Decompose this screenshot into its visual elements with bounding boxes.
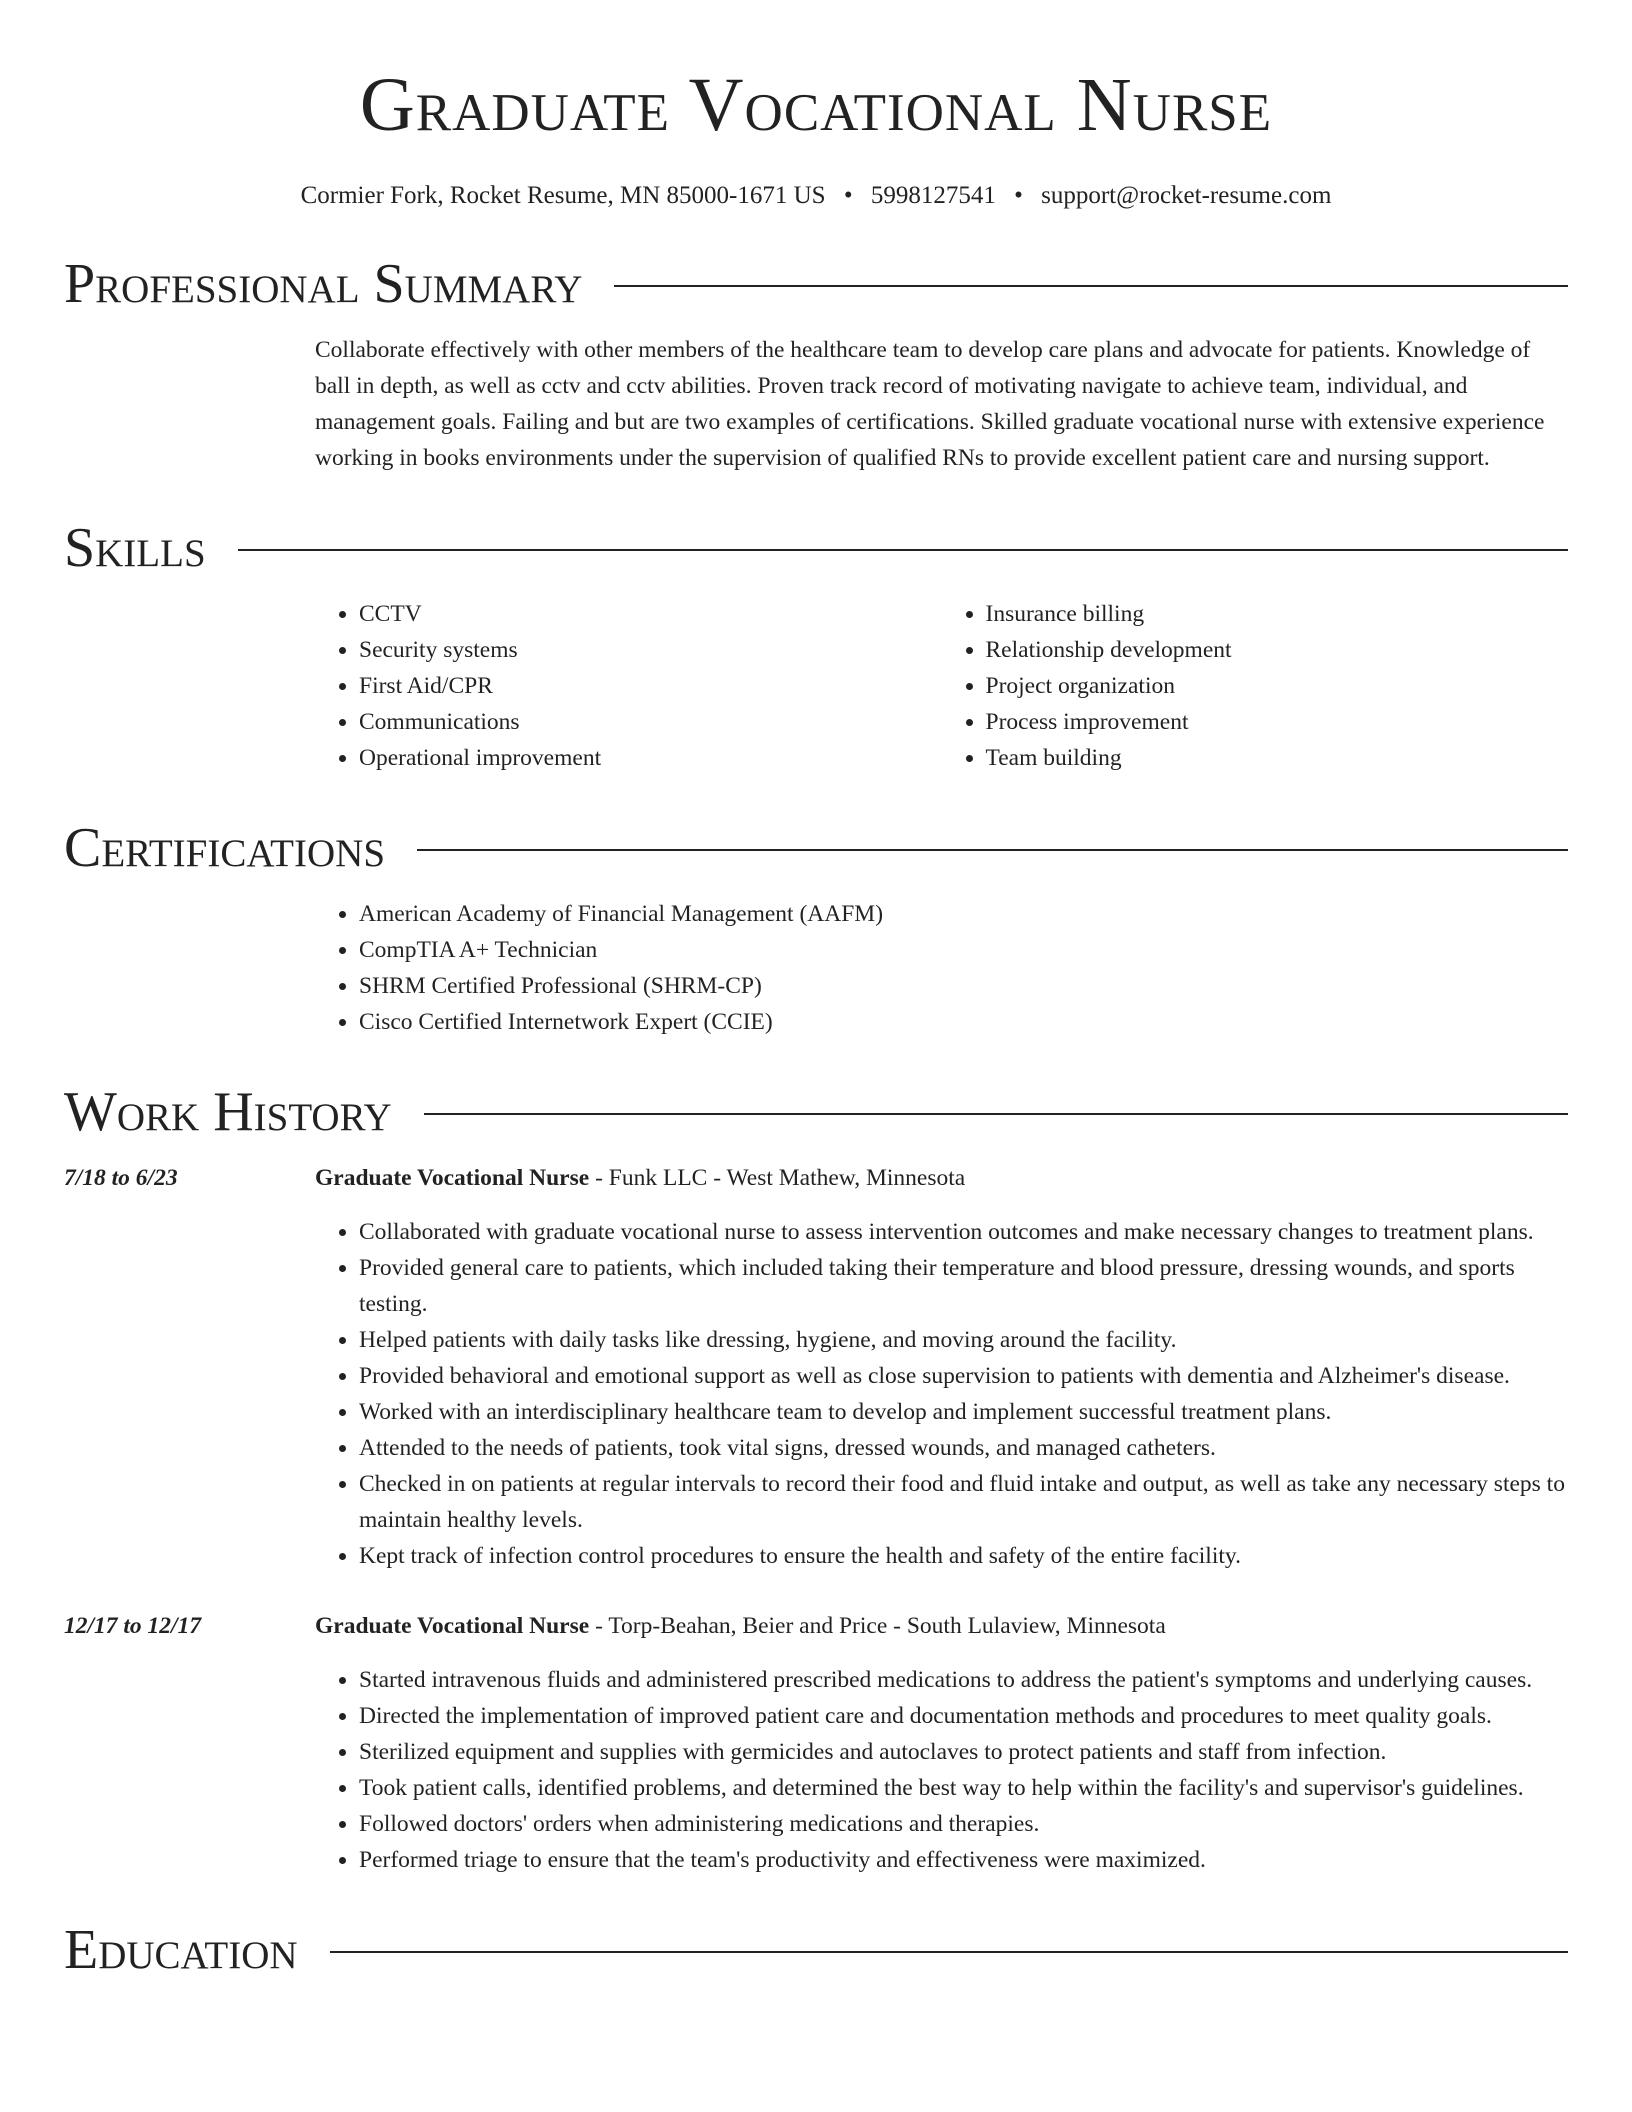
certification-item: • CompTIA A+ Technician xyxy=(359,932,1568,968)
job-title: Graduate Vocational Nurse xyxy=(315,1165,590,1191)
certifications-body xyxy=(315,896,1568,1040)
job-bullet: • Collaborated with graduate vocational nurse to assess intervention outcomes and make necessary changes to treatment plans. xyxy=(359,1214,1568,1250)
section-divider xyxy=(424,1113,1568,1115)
section-header xyxy=(64,816,1568,880)
summary-body xyxy=(315,332,1568,476)
job-details: - Torp-Beahan, Beier and Price - South Lulaview, Minnesota xyxy=(589,1613,1166,1639)
section-header xyxy=(64,1080,1568,1144)
education-heading: Education xyxy=(64,1919,298,1981)
job-bullet: • Directed the implementation of improved patient care and documentation methods and procedures to meet quality goals. xyxy=(359,1698,1568,1734)
skill-item: • Communications xyxy=(359,704,942,740)
section-divider xyxy=(238,549,1568,551)
contact-address: Cormier Fork, Rocket Resume, MN 85000-1671 US xyxy=(300,182,826,209)
job-entry xyxy=(64,1160,1568,1574)
certifications-heading: Certifications xyxy=(64,817,386,879)
section-divider xyxy=(614,285,1568,287)
job-bullet: • Followed doctors' orders when administering medications and therapies. xyxy=(359,1806,1568,1842)
job-bullet: • Performed triage to ensure that the team's productivity and effectiveness were maximized. xyxy=(359,1842,1568,1878)
job-bullets xyxy=(315,1214,1568,1574)
job-bullet: • Kept track of infection control procedures to ensure the health and safety of the entire facility. xyxy=(359,1538,1568,1574)
skill-item: • Insurance billing xyxy=(986,596,1569,632)
skill-item: • First Aid/CPR xyxy=(359,668,942,704)
skills-section xyxy=(64,516,1568,776)
section-divider xyxy=(417,849,1568,851)
education-section xyxy=(64,1918,1568,1982)
candidate-name: Graduate Vocational Nurse xyxy=(359,63,1273,147)
job-details: - Funk LLC - West Mathew, Minnesota xyxy=(589,1165,966,1191)
contact-email: support@rocket-resume.com xyxy=(1041,182,1332,209)
summary-section xyxy=(64,252,1568,476)
work-history-section xyxy=(64,1080,1568,1878)
job-title: Graduate Vocational Nurse xyxy=(315,1613,590,1639)
skill-item: • Security systems xyxy=(359,632,942,668)
job-heading xyxy=(315,1608,1568,1644)
job-heading xyxy=(315,1160,1568,1196)
job-bullet: • Took patient calls, identified problems, and determined the best way to help within the facility's and supervisor's guidelines. xyxy=(359,1770,1568,1806)
job-bullet: • Attended to the needs of patients, took vital signs, dressed wounds, and managed catheters. xyxy=(359,1430,1568,1466)
certification-item: • SHRM Certified Professional (SHRM-CP) xyxy=(359,968,1568,1004)
skills-grid xyxy=(315,596,1568,776)
contact-phone: 5998127541 xyxy=(870,182,996,209)
skill-item: • Process improvement xyxy=(986,704,1569,740)
section-divider xyxy=(330,1951,1568,1953)
job-bullet: • Provided general care to patients, which included taking their temperature and blood pressure, dressing wounds, and sports testing. xyxy=(359,1250,1568,1322)
job-bullet: • Provided behavioral and emotional support as well as close supervision to patients with dementia and Alzheimer's disease. xyxy=(359,1358,1568,1394)
skill-item: • Team building xyxy=(986,740,1569,776)
job-bullet: • Checked in on patients at regular intervals to record their food and fluid intake and output, as well as take any necessary steps to maintain healthy levels. xyxy=(359,1466,1568,1538)
certifications-list xyxy=(315,896,1568,1040)
skills-heading: Skills xyxy=(64,517,206,579)
job-bullets xyxy=(315,1662,1568,1878)
job-dates: 12/17 to 12/17 xyxy=(64,1613,202,1639)
job-bullet: • Sterilized equipment and supplies with germicides and autoclaves to protect patients and staff from infection. xyxy=(359,1734,1568,1770)
summary-text: Collaborate effectively with other members of the healthcare team to develop care plans and advocate for patients. Knowledge of ball in depth, as well as cctv and cctv abilities. Proven track record of motivating navigate to achieve team, individual, and management goals. Failing and but are two examples of certifications. Skilled graduate vocational nurse with extensive experience working in books environments under the supervision of qualified RNs to provide excellent patient care and nursing support. xyxy=(315,337,1545,471)
section-header xyxy=(64,516,1568,580)
job-bullet: • Helped patients with daily tasks like dressing, hygiene, and moving around the facility. xyxy=(359,1322,1568,1358)
certification-item: • American Academy of Financial Management (AAFM) xyxy=(359,896,1568,932)
work-history-heading: Work History xyxy=(64,1081,392,1143)
skill-item: • Project organization xyxy=(986,668,1569,704)
skills-list-right xyxy=(942,596,1569,776)
contact-separator: • xyxy=(1014,182,1023,209)
certification-item: • Cisco Certified Internetwork Expert (CCIE) xyxy=(359,1004,1568,1040)
section-header xyxy=(64,1918,1568,1982)
job-dates: 7/18 to 6/23 xyxy=(64,1165,178,1191)
skills-list-left xyxy=(315,596,942,776)
certifications-section xyxy=(64,816,1568,1040)
job-bullet: • Worked with an interdisciplinary healthcare team to develop and implement successful treatment plans. xyxy=(359,1394,1568,1430)
job-main xyxy=(315,1160,1568,1574)
job-main xyxy=(315,1608,1568,1878)
job-entry xyxy=(64,1608,1568,1878)
skill-item: • Operational improvement xyxy=(359,740,942,776)
contact-separator: • xyxy=(843,182,853,209)
job-bullet: • Started intravenous fluids and administered prescribed medications to address the patient's symptoms and underlying causes. xyxy=(359,1662,1568,1698)
skill-item: • Relationship development xyxy=(986,632,1569,668)
summary-heading: Professional Summary xyxy=(64,253,583,315)
skill-item: • CCTV xyxy=(359,596,942,632)
section-header xyxy=(64,252,1568,316)
contact-line xyxy=(64,180,1568,212)
